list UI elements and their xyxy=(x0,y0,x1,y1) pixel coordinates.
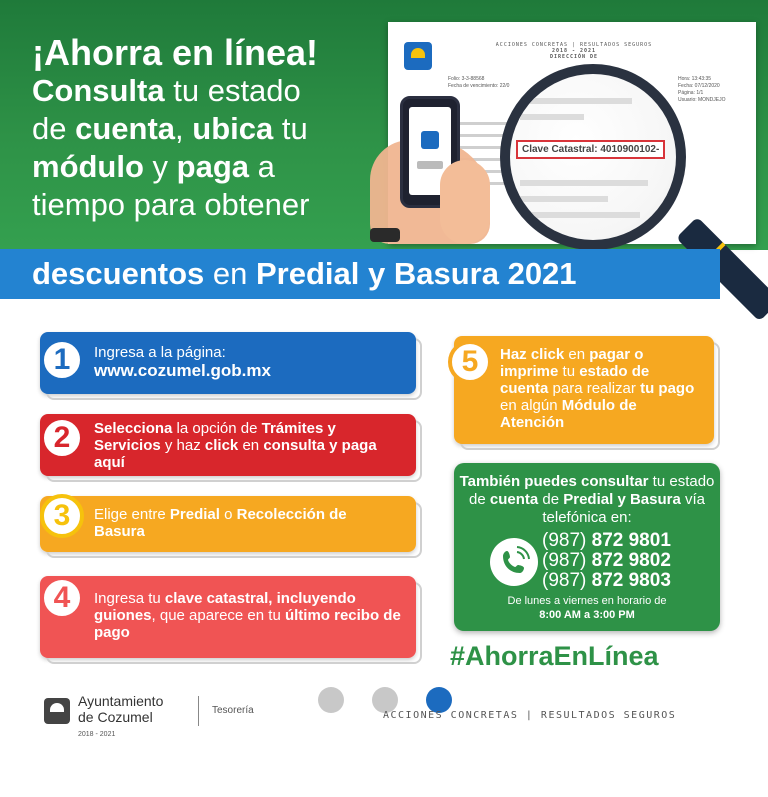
step-1-number: 1 xyxy=(40,338,84,382)
footer-tagline: ACCIONES CONCRETAS | RESULTADOS SEGUROS xyxy=(383,710,677,721)
headline-line-5: tiempo para obtener xyxy=(32,187,310,222)
ayuntamiento-logo-icon xyxy=(44,698,70,724)
department-name: Tesorería xyxy=(212,705,254,716)
step-2-number: 2 xyxy=(40,416,84,460)
magnifying-glass-icon xyxy=(500,64,686,250)
organization-name: Ayuntamiento de Cozumel xyxy=(78,693,164,725)
step-5-number: 5 xyxy=(448,340,492,384)
step-4-text: Ingresa tu clave catastral, incluyendo guiones, que aparece en tu último recibo de pago xyxy=(94,590,401,641)
footer-divider xyxy=(198,696,199,726)
organization-years: 2018 - 2021 xyxy=(78,731,116,738)
phone-number-1[interactable]: (987) 872 9801 xyxy=(542,530,671,551)
wristwatch-icon xyxy=(370,228,400,242)
banner-text: descuentos en Predial y Basura 2021 xyxy=(32,256,577,291)
step-2-text: Selecciona la opción de Trámites y Servicios y haz click en consulta y paga aquí xyxy=(94,420,377,471)
document-logo-icon xyxy=(404,42,432,70)
headline-line-4: módulo y paga a xyxy=(32,149,275,184)
headline-line-2: Consulta tu estado xyxy=(32,73,301,108)
step-3-number: 3 xyxy=(40,494,84,538)
carousel-dot-1[interactable] xyxy=(318,687,344,713)
finger-illustration xyxy=(440,160,490,244)
step-3-text: Elige entre Predial o Recolección de Basura xyxy=(94,506,347,540)
headline-line-1: ¡Ahorra en línea! xyxy=(32,32,319,73)
phone-info-text: También puedes consultar tu estado de cuenta de Predial y Basura vía telefónica en: xyxy=(459,473,715,526)
phone-number-2[interactable]: (987) 872 9802 xyxy=(542,550,671,571)
phone-info-box xyxy=(454,463,720,631)
step-5-text: Haz click en pagar o imprime tu estado de cuenta para realizar tu pago en algún Módulo de Atención xyxy=(500,346,695,431)
hashtag: #AhorraEnLínea xyxy=(450,641,659,671)
headline-line-3: de cuenta, ubica tu xyxy=(32,111,308,146)
clave-catastral-highlight: Clave Catastral: 4010900102- xyxy=(516,140,665,159)
step-4-number: 4 xyxy=(40,576,84,620)
phone-icon xyxy=(490,538,538,586)
document-header: ACCIONES CONCRETAS | RESULTADOS SEGUROS 2018 - 2021 DIRECCIÓN DE xyxy=(495,42,653,60)
phone-numbers xyxy=(542,531,671,591)
office-hours: De lunes a viernes en horario de 8:00 AM a 3:00 PM xyxy=(507,595,667,621)
phone-number-3[interactable]: (987) 872 9803 xyxy=(542,570,671,591)
step-1-text: Ingresa a la página: www.cozumel.gob.mx xyxy=(94,344,271,380)
document-folio: Folio: 3-3-88568 Fecha de vencimiento: 22/0 xyxy=(448,76,510,89)
headline xyxy=(32,34,392,224)
document-meta: Hora: 13:43:35 Fecha: 07/12/2020 Página: 1/1 Usuario: MONDJEJO xyxy=(678,76,726,103)
